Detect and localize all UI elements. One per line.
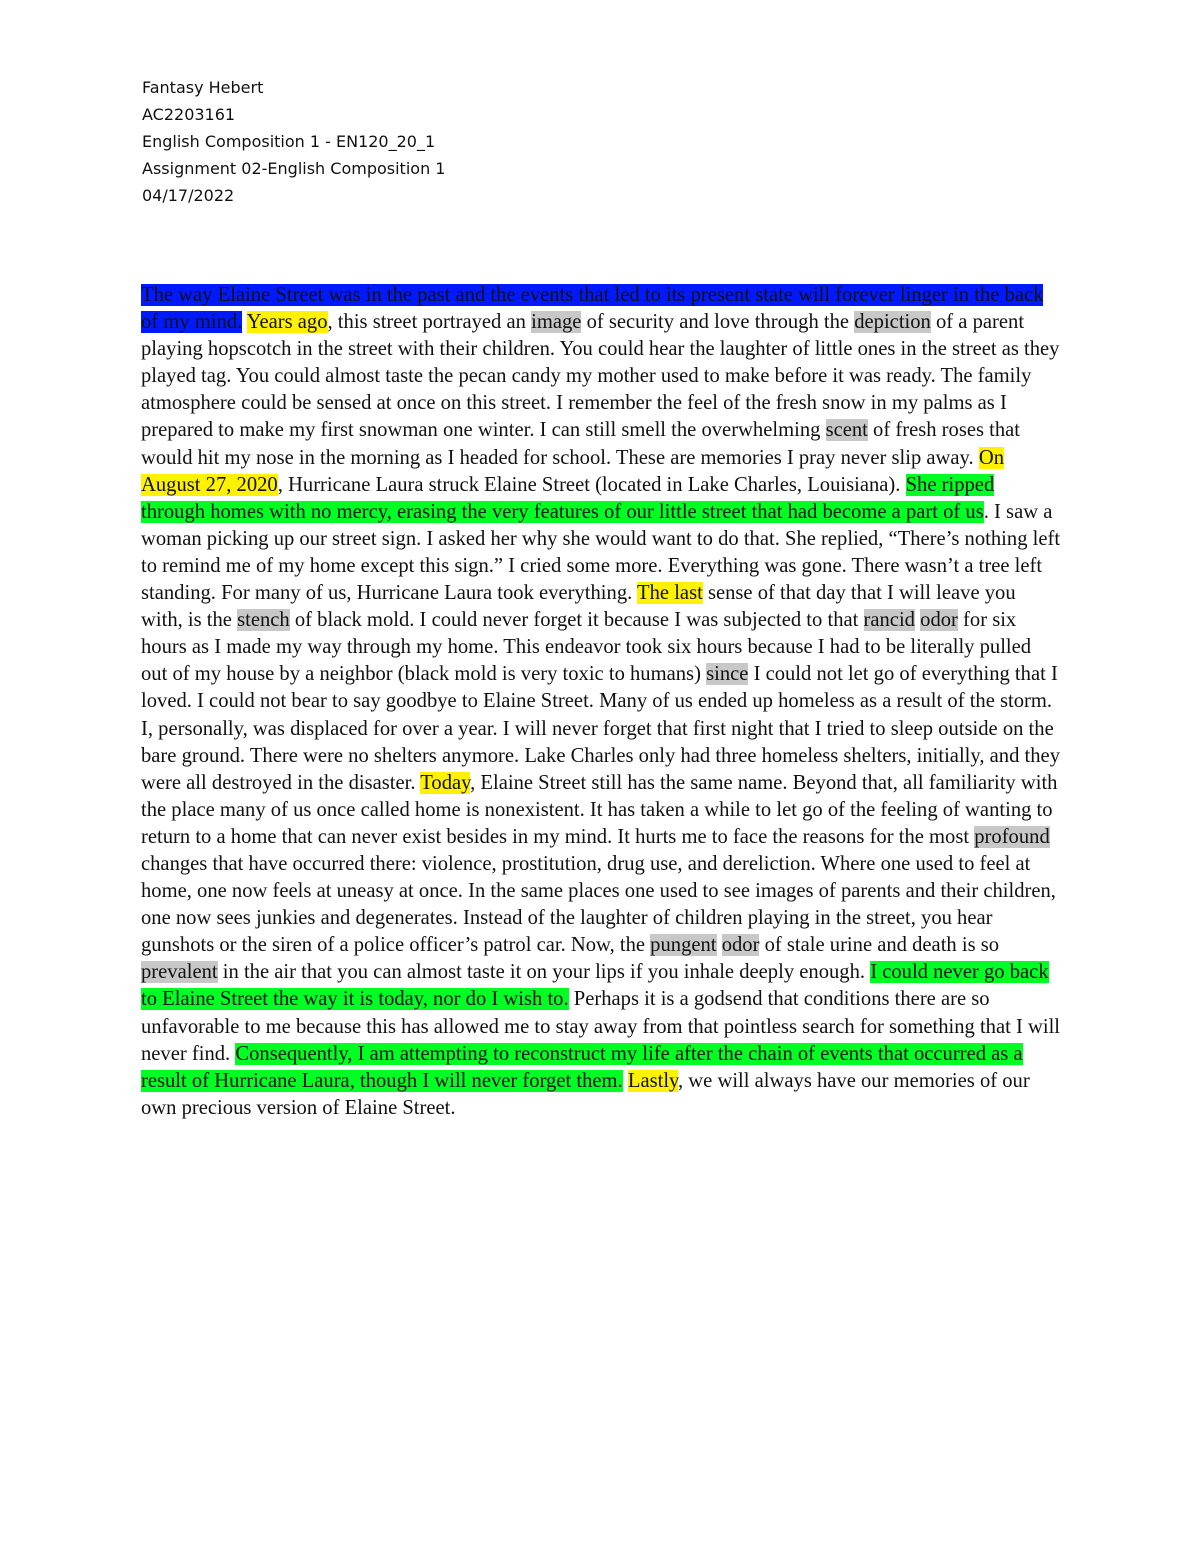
gray-highlight: profound — [974, 825, 1050, 848]
essay-text-run: in the air that you can almost taste it on your lips if you inhale deeply enough. — [217, 961, 871, 984]
green-highlight: Consequently, I am attempting to reconstruct my life after the chain of events that occurred as a result of Hurricane Laura, though I will never forget them. — [141, 1042, 1023, 1092]
document-header — [142, 74, 445, 209]
essay-text-run: , Hurricane Laura struck Elaine Street (located in Lake Charles, Louisiana). — [277, 473, 906, 496]
gray-highlight: prevalent — [141, 961, 218, 984]
essay-text-run — [242, 311, 246, 333]
gray-highlight: scent — [825, 419, 868, 442]
gray-highlight: image — [531, 311, 582, 334]
essay-text-run: of fresh roses that would hit my nose in the morning as I headed for school. These are memories I pray never slip away. — [141, 419, 1021, 469]
gray-highlight: since — [706, 663, 749, 686]
essay-text-run: of black mold. I could never forget it because I was subjected to that — [289, 609, 864, 632]
essay-text-run: of a parent playing hopscotch in the street with their children. You could hear the laughter of little ones in the street as they played tag. You could almost taste the pecan candy my mother used to make before it was ready. The family atmosphere could be sensed at once on this street. I remember the feel of the fresh snow in my palms as I prepared to make my first snowman one winter. I can still smell the overwhelming — [141, 311, 1060, 442]
gray-highlight: rancid — [863, 609, 915, 632]
student-id: AC2203161 — [142, 105, 236, 124]
essay-text-run: for six hours as I made my way through my home. This endeavor took six hours because I had to be literally pulled out of my house by a neighbor (black mold is very toxic to humans) — [141, 609, 1032, 686]
course-name: English Composition 1 - EN120_20_1 — [142, 132, 436, 151]
green-highlight: She ripped through homes with no mercy, erasing the very features of our little street that had become a part of us — [141, 473, 995, 523]
essay-text-run: , this street portrayed an — [327, 311, 532, 334]
gray-highlight: pungent — [650, 934, 717, 957]
essay-text-run: . I saw a woman picking up our street sign. I asked her why she would want to do that. She replied, “There’s nothing left to remind me of my home except this sign.” I cried some more. Everything was gone. There wasn’t a tree left standing. For many of us, Hurricane Laura took everything. — [141, 500, 1061, 605]
gray-highlight: odor — [920, 609, 958, 632]
essay-paragraph — [141, 282, 1061, 1122]
yellow-highlight: Today — [420, 771, 471, 794]
essay-text-run: of stale urine and death is so — [759, 934, 1000, 957]
essay-text-run: Perhaps it is a godsend that conditions there are so unfavorable to me because this has allowed me to stay away from that pointless search for something that I will never find. — [141, 988, 1061, 1065]
yellow-highlight: Lastly — [627, 1069, 678, 1092]
gray-highlight: stench — [237, 609, 290, 632]
essay-text-run: , we will always have our memories of our own precious version of Elaine Street. — [141, 1069, 1030, 1119]
yellow-highlight: The last — [637, 582, 703, 605]
gray-highlight: depiction — [854, 311, 931, 334]
essay-text-run: sense of that day that I will leave you with, is the — [141, 582, 1016, 632]
yellow-highlight: Years ago — [246, 311, 328, 334]
author-name: Fantasy Hebert — [142, 78, 264, 97]
essay-text-run — [717, 934, 722, 956]
essay-text-run: of security and love through the — [581, 311, 855, 334]
assignment-title: Assignment 02-English Composition 1 — [142, 159, 446, 178]
submission-date: 04/17/2022 — [142, 186, 235, 205]
blue-highlight: The way Elaine Street was in the past and the events that led to its present state will forever linger in the back of my mind. — [141, 284, 1044, 334]
essay-text-run: changes that have occurred there: violence, prostitution, drug use, and dereliction. Where one used to feel at home, one now feels at uneasy at once. In the same places one used to see images of parents and their children, one now sees junkies and degenerates. Instead of the laughter of children playing in the street, you hear gunshots or the siren of a police officer’s patrol car. Now, the — [141, 852, 1056, 957]
essay-text-run: I could not let go of everything that I loved. I could not bear to say goodbye to Elaine Street. Many of us ended up homeless as a result of the storm. I, personally, was displaced for over a year. I will never forget that first night that I tried to sleep outside on the bare ground. There were no shelters anymore. Lake Charles only had three homeless shelters, initially, and they were all destroyed in the disaster. — [141, 663, 1060, 794]
yellow-highlight: On August 27, 2020 — [141, 446, 1004, 496]
green-highlight: I could never go back to Elaine Street the way it is today, nor do I wish to. — [141, 961, 1049, 1011]
essay-text-run: , Elaine Street still has the same name. Beyond that, all familiarity with the place many of us once called home is nonexistent. It has taken a while to let go of the feeling of wanting to return to a home that can never exist besides in my mind. It hurts me to face the reasons for the most — [141, 771, 1058, 848]
gray-highlight: odor — [721, 934, 760, 957]
